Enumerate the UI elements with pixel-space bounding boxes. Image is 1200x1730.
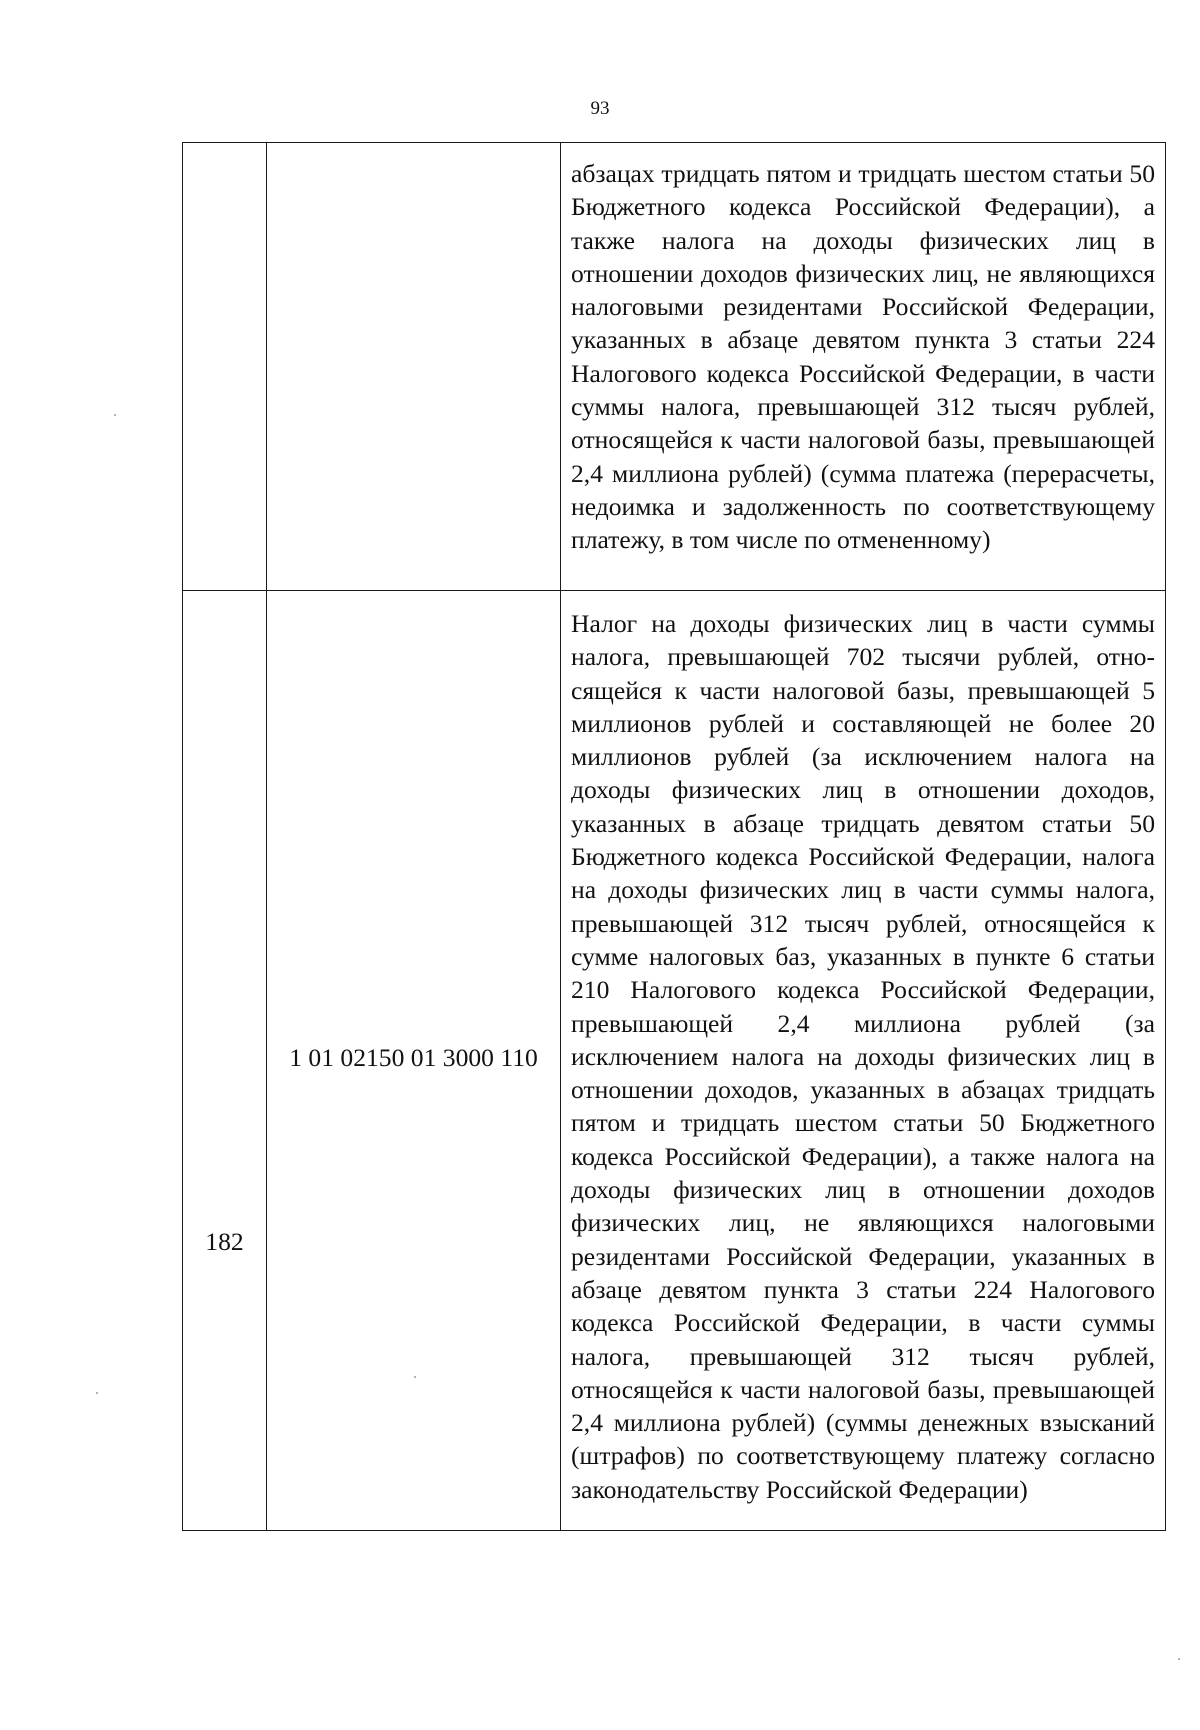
administrator-code-cell	[183, 143, 267, 591]
budget-classification-table	[182, 142, 1166, 1531]
description-cell	[561, 591, 1166, 1531]
table-row	[183, 143, 1166, 591]
scan-speck	[114, 414, 116, 416]
administrator-code-cell	[183, 591, 267, 1531]
table-row	[183, 591, 1166, 1531]
description-text: абзацах тридцать пятом и тридцать шестом статьи 50 Бюджетного кодекса Российской Федерации), а также налога на доходы физических лиц в отношении доходов физических лиц, не являющихся налоговыми резидентами Российской Федерации, указанных в абзаце девятом пункта 3 статьи 224 Налогового кодекса Российской Федерации, в части суммы налога, превышающей 312 тысяч рублей, относящейся к части налоговой базы, превышающей 2,4 миллиона рублей) (сумма платежа (перерасчеты, недоимка и задолженность по соответствующему платежу, в том числе по отмененному)	[571, 159, 1155, 555]
description-cell	[561, 143, 1166, 591]
kbk-code: 1 01 02150 01 3000 110	[289, 1043, 538, 1072]
administrator-code: 182	[205, 1227, 244, 1256]
kbk-code-cell	[267, 143, 561, 591]
description-text: Налог на доходы физических лиц в части суммы налога, превышающей 702 тысячи рублей, относящейся к части налоговой базы, превышающей 5 миллионов рублей и составляющей не более 20 миллионов рублей (за исключением налога на доходы физических лиц в отношении доходов, указанных в абзаце тридцать девятом статьи 50 Бюджетного кодекса Российской Федерации, налога на доходы физических лиц в части суммы налога, превышающей 312 тысяч рублей, относящейся к сумме налоговых баз, указанных в пункте 6 статьи 210 Налогового кодекса Российской Федерации, превышающей 2,4 миллиона рублей (за исключением налога на доходы физических лиц в отношении доходов, указанных в абзацах тридцать пятом и тридцать шестом статьи 50 Бюджетного кодекса Российской Федерации), а также налога на доходы физических лиц в отношении доходов физических лиц, не являющихся налоговыми резидентами Российской Федерации, указанных в абзаце девятом пункта 3 статьи 224 Налогового кодекса Российской Федерации, в части суммы налога, превышающей 312 тысяч рублей, относящейся к части налоговой базы, превышающей 2,4 миллиона рублей) (суммы денежных взысканий (штрафов) по соответствующему платежу согласно законодательству Российской Федерации)	[571, 609, 1155, 1504]
scan-speck	[414, 1376, 416, 1378]
scan-speck	[1178, 1658, 1180, 1660]
page-number: 93	[590, 98, 610, 119]
kbk-code-cell	[267, 591, 561, 1531]
scan-speck	[96, 1392, 98, 1394]
